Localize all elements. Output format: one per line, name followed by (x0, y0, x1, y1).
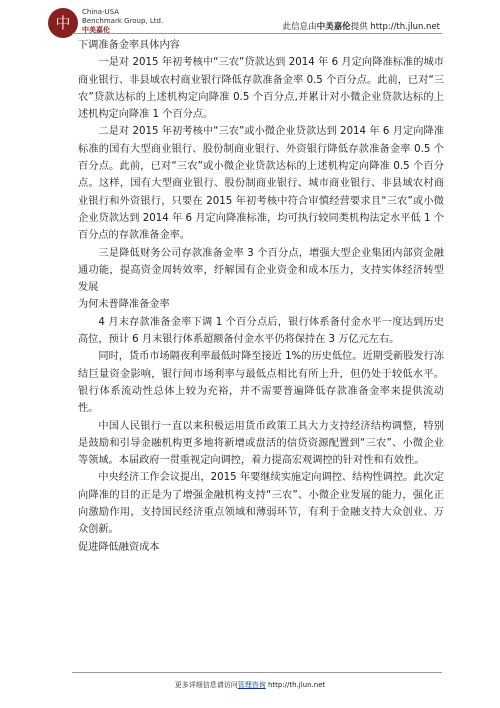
header-prefix: 此信息由 (282, 22, 317, 32)
page-footer (0, 680, 500, 690)
document-body (78, 37, 444, 556)
section-heading-2: 为何未普降准备金率 (78, 299, 170, 311)
paragraph-5: 同时，货币市场隔夜利率最低时降至接近 1%的历史低位。近期受新股发行冻结巨量资金影响，银行间市场利率与最低点相比有所上升，但仍处于较低水平。银行体系流动性总体上较为充裕，并不需要普遍降低存款准备金率来提供流动性。 (78, 351, 444, 415)
section-heading-3: 促进降低融资成本 (78, 541, 160, 553)
paragraph-3: 三是降低财务公司存款准备金率 3 个百分点，增强大型企业集团内部资金融通功能，提高资金周转效率，纾解国有企业资金和成本压力，支持实体经济转型发展 (78, 247, 444, 294)
paragraph-4: 4 月末存款准备金率下调 1 个百分点后，银行体系备付金水平一度达到历史高位，预计 6 月末银行体系超额备付金水平仍将保持在 3 万亿元左右。 (78, 316, 444, 346)
header-suffix: 提供 http://th.jlun.net (350, 22, 440, 32)
footer-suffix: http://th.jlun.net (265, 681, 326, 689)
footer-divider (72, 672, 442, 673)
paragraph-1: 一是对 2015 年初考核中“三农”贷款达到 2014 年 6 月定向降准标准的城市商业银行、非县域农村商业银行降低存款准备金率 0.5 个百分点。此前，已对“三农”贷款达标的上述机构定向降准 0.5 个百分点,并累计对小微企业贷款达标的上述机构定向降准 1 个百分点。 (78, 57, 444, 121)
logo-text (82, 8, 163, 35)
footer-prefix: 更多详细信息请访问 (174, 681, 238, 689)
paragraph-2: 二是对 2015 年初考核中“三农”或小微企业贷款达到 2014 年 6 月定向降准标准的国有大型商业银行、股份制商业银行、外资银行降低存款准备金率 0.5 个百分点。此前，已对“三农”或小微企业贷款达标的上述机构定向降准 0.5 个百分点。这样，国有大型商业银行、股份制商业银行、城市商业银行、非县域农村商业银行和外资银行，只要在 2015 年初考核中符合审慎经营要求且“三农”或小微企业贷款达到 2014 年 6 月定向降准标准，均可执行较同类机构法定水平低 1 个百分点的存款准备金率。 (78, 126, 444, 242)
header-divider (72, 33, 442, 34)
section-heading-1: 下调准备金率具体内容 (78, 40, 180, 51)
header-brand: 中美嘉伦 (316, 22, 351, 32)
logo-emblem: 中 (48, 8, 78, 38)
paragraph-6: 中国人民银行一直以来积极运用货币政策工具大力支持经济结构调整，特别是鼓励和引导金融机构更多地将新增或盘活的信贷资源配置到“三农”、小微企业等领域。本届政府一贯重视定向调控，着力提高宏观调控的针对性和有效性。 (78, 420, 444, 467)
footer-link[interactable]: 管理咨询 (237, 681, 266, 689)
header-source-note (283, 20, 440, 32)
logo-line-1: China-USA (82, 8, 120, 16)
paragraph-7: 中央经济工作会议提出，2015 年要继续实施定向调控、结构性调控。此次定向降准的目的正是为了增强金融机构支持“三农”、小微企业发展的能力，强化正向激励作用，支持国民经济重点领域和薄弱环节，有利于金融支持大众创业、万众创新。 (78, 472, 444, 536)
logo-chinese-name: 中美嘉伦 (82, 26, 110, 34)
logo-line-2: Benchmark Group, Ltd. (82, 17, 164, 25)
